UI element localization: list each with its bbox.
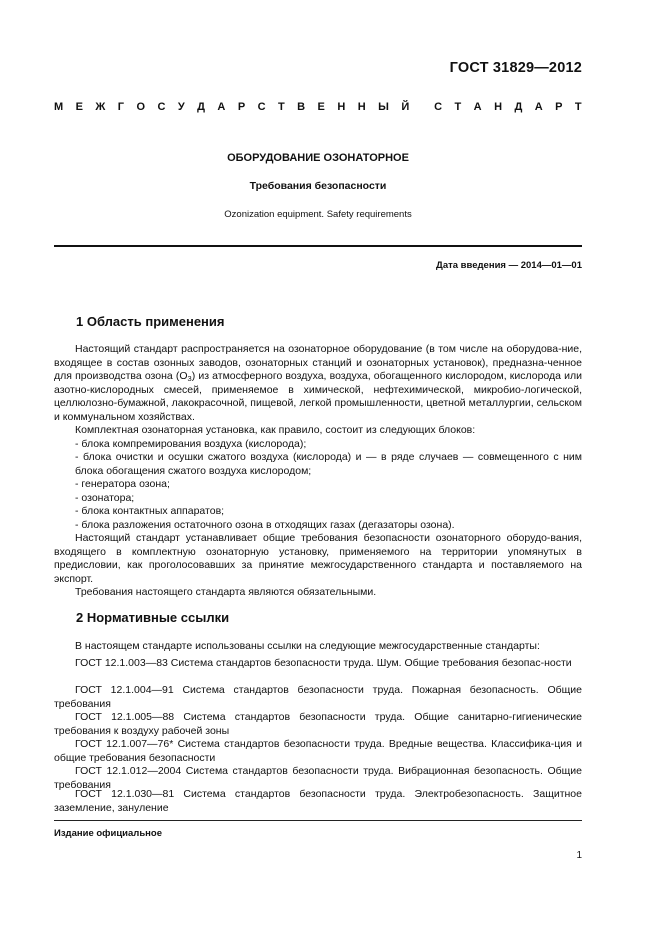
paragraph-text: ) из атмосферного воздуха, воздуха, обогащенного кислородом, кислорода или азотно-кислородных смесей, применяемое в химической, нефтехимической, микробио-логической, целлюлозно-бумажной, лакокрасочной, пищевой, легкой промышленности, цветной металлургии, сельском и коммунальном хозяйствах. <box>54 370 582 423</box>
list-item: - озонатора; <box>75 491 135 504</box>
list-item: - генератора озона; <box>75 478 170 490</box>
normative-reference: ГОСТ 12.1.030—81 Система стандартов безопасности труда. Электробезопасность. Защитное заземление, зануление <box>54 788 582 814</box>
normative-reference: ГОСТ 12.1.004—91 Система стандартов безопасности труда. Пожарная безопасность. Общие требования <box>54 684 582 710</box>
section-1-heading: 1 Область применения <box>76 314 225 329</box>
banner-letter: Ы <box>378 101 389 113</box>
footer-divider <box>54 820 582 821</box>
banner-letter: А <box>217 101 226 113</box>
banner-letter: Ж <box>95 101 106 113</box>
banner-letter: С <box>257 101 266 113</box>
banner-letter: М <box>54 101 64 113</box>
banner-letter: Д <box>514 101 523 113</box>
banner-letter: У <box>177 101 185 113</box>
document-title: ОБОРУДОВАНИЕ ОЗОНАТОРНОЕ <box>227 152 409 164</box>
section-1-paragraph-2: Комплектная озонаторная установка, как правило, состоит из следующих блоков: <box>75 424 476 436</box>
document-code: ГОСТ 31829—2012 <box>449 60 582 76</box>
normative-reference: ГОСТ 12.1.012—2004 Система стандартов безопасности труда. Вибрационная безопасность. Общие требования <box>54 765 582 791</box>
banner-letter: Т <box>454 101 462 113</box>
section-1-paragraph-4: Требования настоящего стандарта являются обязательными. <box>75 586 377 598</box>
banner-letter: О <box>136 101 146 113</box>
banner-letter: Т <box>574 101 582 113</box>
banner-letter: Г <box>117 101 125 113</box>
banner-letter: Н <box>337 101 346 113</box>
subscript: 3 <box>187 374 192 383</box>
banner-letter: Р <box>555 101 563 113</box>
banner-letter: Н <box>494 101 503 113</box>
list-item: - блока разложения остаточного озона в отходящих газах (дегазаторы озона). <box>75 518 455 531</box>
list-item: - блока очистки и осушки сжатого воздуха (кислорода) и — в ряде случаев — совмещенного с ним блока обогащения сжатого воздуха кислородом; <box>75 451 582 477</box>
banner-letter: Д <box>197 101 205 113</box>
document-title-english: Ozonization equipment. Safety requirements <box>224 209 412 220</box>
section-1-paragraph-3: Настоящий стандарт устанавливает общие требования безопасности озонаторного оборудо-вания, входящего в комплектную озонаторную установку, применяемого на территории упомянутых в предисловии, как проголосовавших за принятие межгосударственного стандарта и поставляемого на экспорт. <box>54 532 582 585</box>
document-subtitle: Требования безопасности <box>249 180 387 192</box>
header-divider <box>54 245 582 247</box>
list-item: - блока контактных аппаратов; <box>75 505 225 517</box>
normative-reference: ГОСТ 12.1.003—83 Система стандартов безопасности труда. Шум. Общие требования безопас-ности <box>75 657 572 669</box>
banner-letter: Н <box>357 101 366 113</box>
page-number: 1 <box>576 850 582 861</box>
interstate-standard-banner <box>54 101 582 113</box>
banner-letter: Й <box>401 101 410 113</box>
banner-letter: А <box>534 101 543 113</box>
banner-letter: С <box>434 101 443 113</box>
banner-letter: А <box>473 101 482 113</box>
banner-letter: Т <box>277 101 285 113</box>
banner-letter: В <box>297 101 306 113</box>
publication-label: Издание официальное <box>54 828 162 839</box>
list-item: - блока компремирования воздуха (кислорода); <box>75 437 307 450</box>
normative-reference: ГОСТ 12.1.007—76* Система стандартов безопасности труда. Вредные вещества. Классифика-ция и общие требования безопасности <box>54 738 582 764</box>
introduction-date: Дата введения — 2014—01—01 <box>436 260 582 271</box>
banner-letter: Р <box>237 101 246 113</box>
banner-letter: С <box>157 101 166 113</box>
banner-letter: Е <box>75 101 83 113</box>
section-1-paragraph-1 <box>54 343 582 424</box>
normative-reference: ГОСТ 12.1.005—88 Система стандартов безопасности труда. Общие санитарно-гигиенические требования к воздуху рабочей зоны <box>54 711 582 737</box>
paragraph-text: Настоящий стандарт распространяется на озонаторное оборудование (в том числе на оборудова-ние, входящее в состав озонных заводов, озонаторных станций и озонаторных установок), предназна-ченное для производства озона (O <box>54 343 582 382</box>
section-2-heading: 2 Нормативные ссылки <box>76 610 230 625</box>
banner-letter: Е <box>317 101 325 113</box>
section-2-paragraph-1: В настоящем стандарте использованы ссылки на следующие межгосударственные стандарты: <box>75 640 540 652</box>
